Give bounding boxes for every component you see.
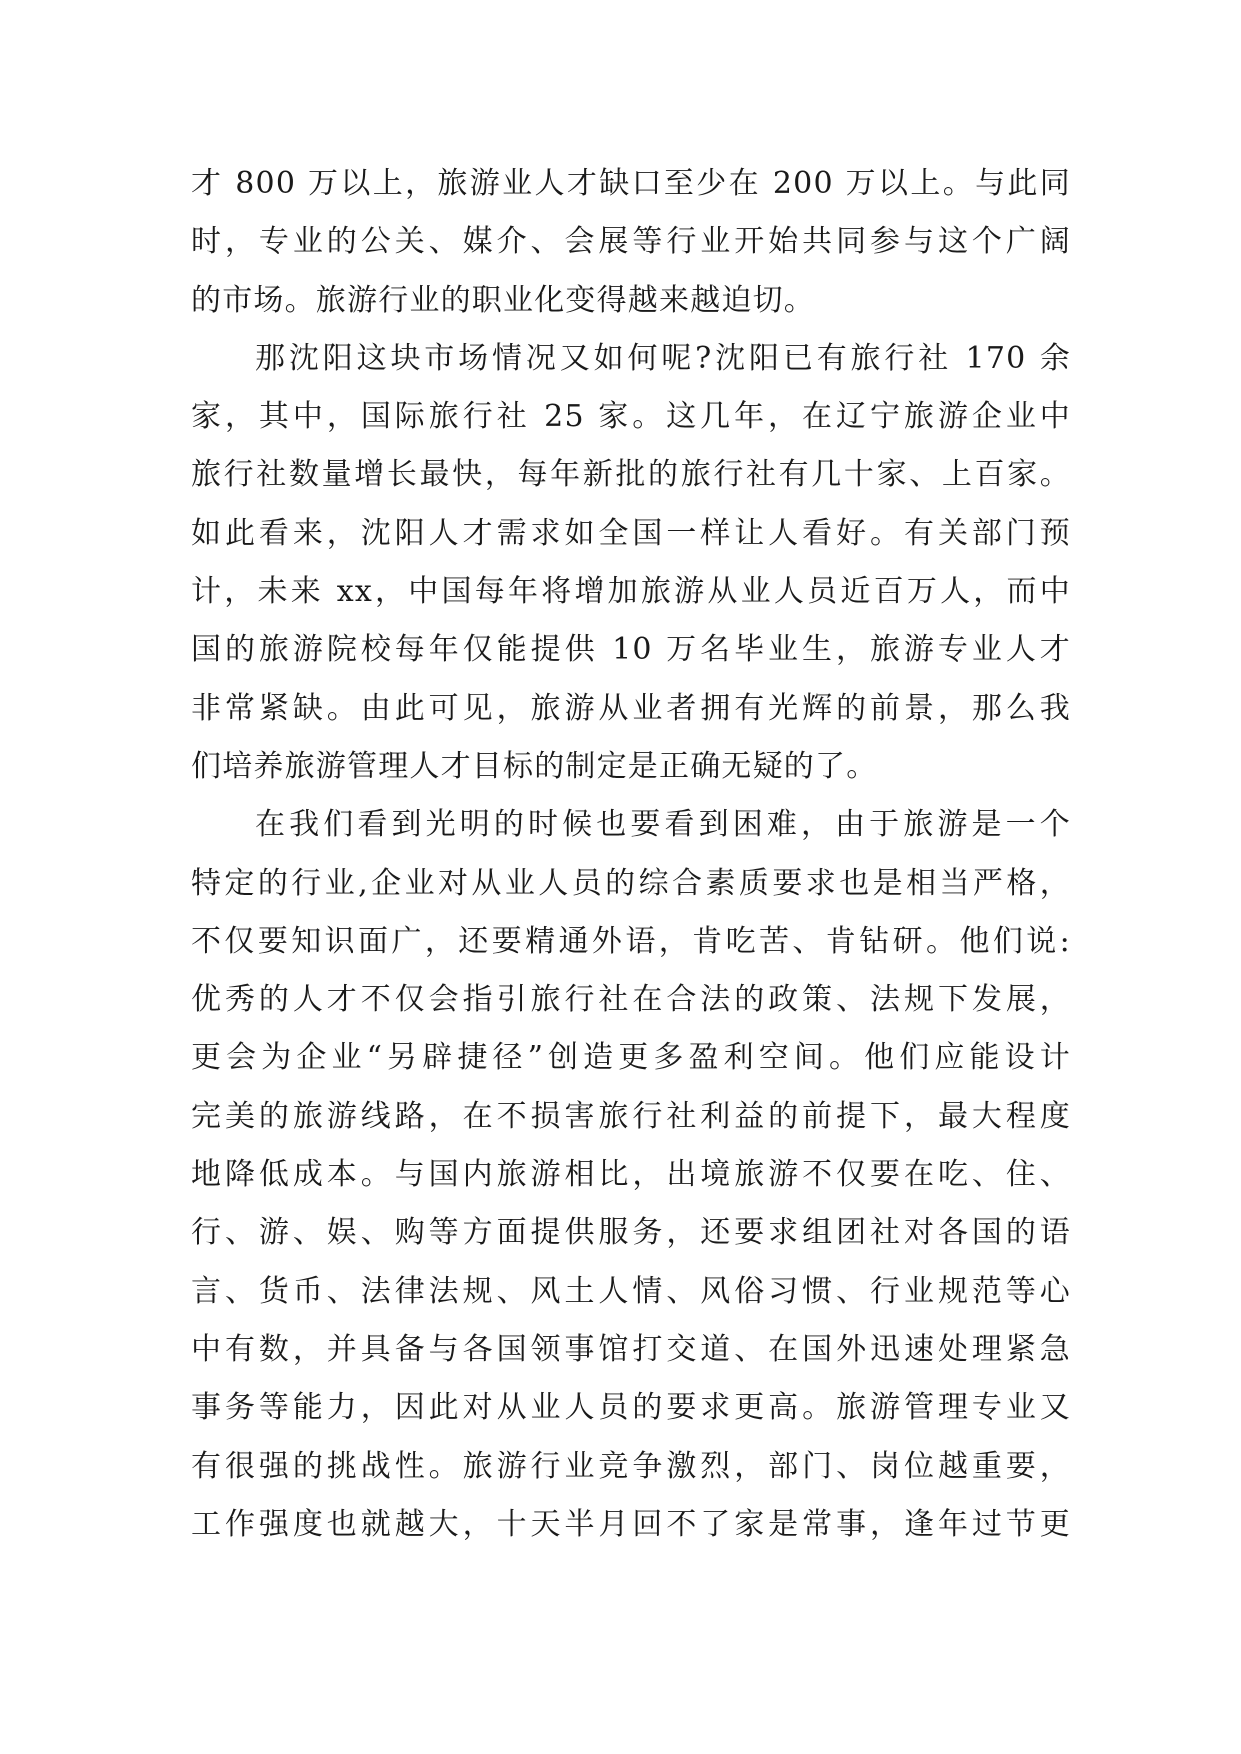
text-line: 优秀的人才不仅会指引旅行社在合法的政策、法规下发展， xyxy=(191,982,1071,1018)
text-line: 如此看来，沈阳人才需求如全国一样让人看好。有关部门预 xyxy=(191,515,1071,551)
text-line: 们培养旅游管理人才目标的制定是正确无疑的了。 xyxy=(191,748,878,784)
text-line: 完美的旅游线路，在不损害旅行社利益的前提下，最大程度 xyxy=(191,1098,1071,1134)
paragraph-1 xyxy=(191,155,1071,330)
text-line: 特定的行业,企业对从业人员的综合素质要求也是相当严格， xyxy=(191,865,1071,901)
text-line: 行、游、娱、购等方面提供服务，还要求组团社对各国的语 xyxy=(191,1215,1071,1251)
text-line: 工作强度也就越大，十天半月回不了家是常事，逢年过节更 xyxy=(191,1506,1071,1542)
text-line: 地降低成本。与国内旅游相比，出境旅游不仅要在吃、住、 xyxy=(191,1157,1071,1193)
body-text xyxy=(191,155,1071,1554)
text-line: 那沈阳这块市场情况又如何呢?沈阳已有旅行社 170 余 xyxy=(255,340,1071,376)
text-line: 的市场。旅游行业的职业化变得越来越迫切。 xyxy=(191,282,815,318)
paragraph-3 xyxy=(191,796,1071,1554)
text-line: 家，其中，国际旅行社 25 家。这几年，在辽宁旅游企业中 xyxy=(191,399,1071,435)
text-line: 才 800 万以上，旅游业人才缺口至少在 200 万以上。与此同 xyxy=(191,166,1071,201)
text-line: 国的旅游院校每年仅能提供 10 万名毕业生，旅游专业人才 xyxy=(191,632,1071,668)
text-line: 旅行社数量增长最快，每年新批的旅行社有几十家、上百家。 xyxy=(191,457,1071,493)
text-line: 不仅要知识面广，还要精通外语，肯吃苦、肯钻研。他们说: xyxy=(191,923,1071,959)
text-line: 时，专业的公关、媒介、会展等行业开始共同参与这个广阔 xyxy=(191,224,1071,260)
text-line: 中有数，并具备与各国领事馆打交道、在国外迅速处理紧急 xyxy=(191,1331,1071,1367)
text-line: 计，未来 xx，中国每年将增加旅游从业人员近百万人，而中 xyxy=(191,574,1071,610)
text-line: 事务等能力，因此对从业人员的要求更高。旅游管理专业又 xyxy=(191,1390,1071,1426)
text-line: 在我们看到光明的时候也要看到困难，由于旅游是一个 xyxy=(255,807,1071,843)
text-line: 非常紧缺。由此可见，旅游从业者拥有光辉的前景，那么我 xyxy=(191,690,1071,726)
paragraph-2 xyxy=(191,330,1071,796)
text-line: 有很强的挑战性。旅游行业竞争激烈，部门、岗位越重要， xyxy=(191,1448,1071,1484)
text-line: 言、货币、法律法规、风土人情、风俗习惯、行业规范等心 xyxy=(191,1273,1071,1309)
text-line: 更会为企业“另辟捷径”创造更多盈利空间。他们应能设计 xyxy=(191,1040,1071,1076)
